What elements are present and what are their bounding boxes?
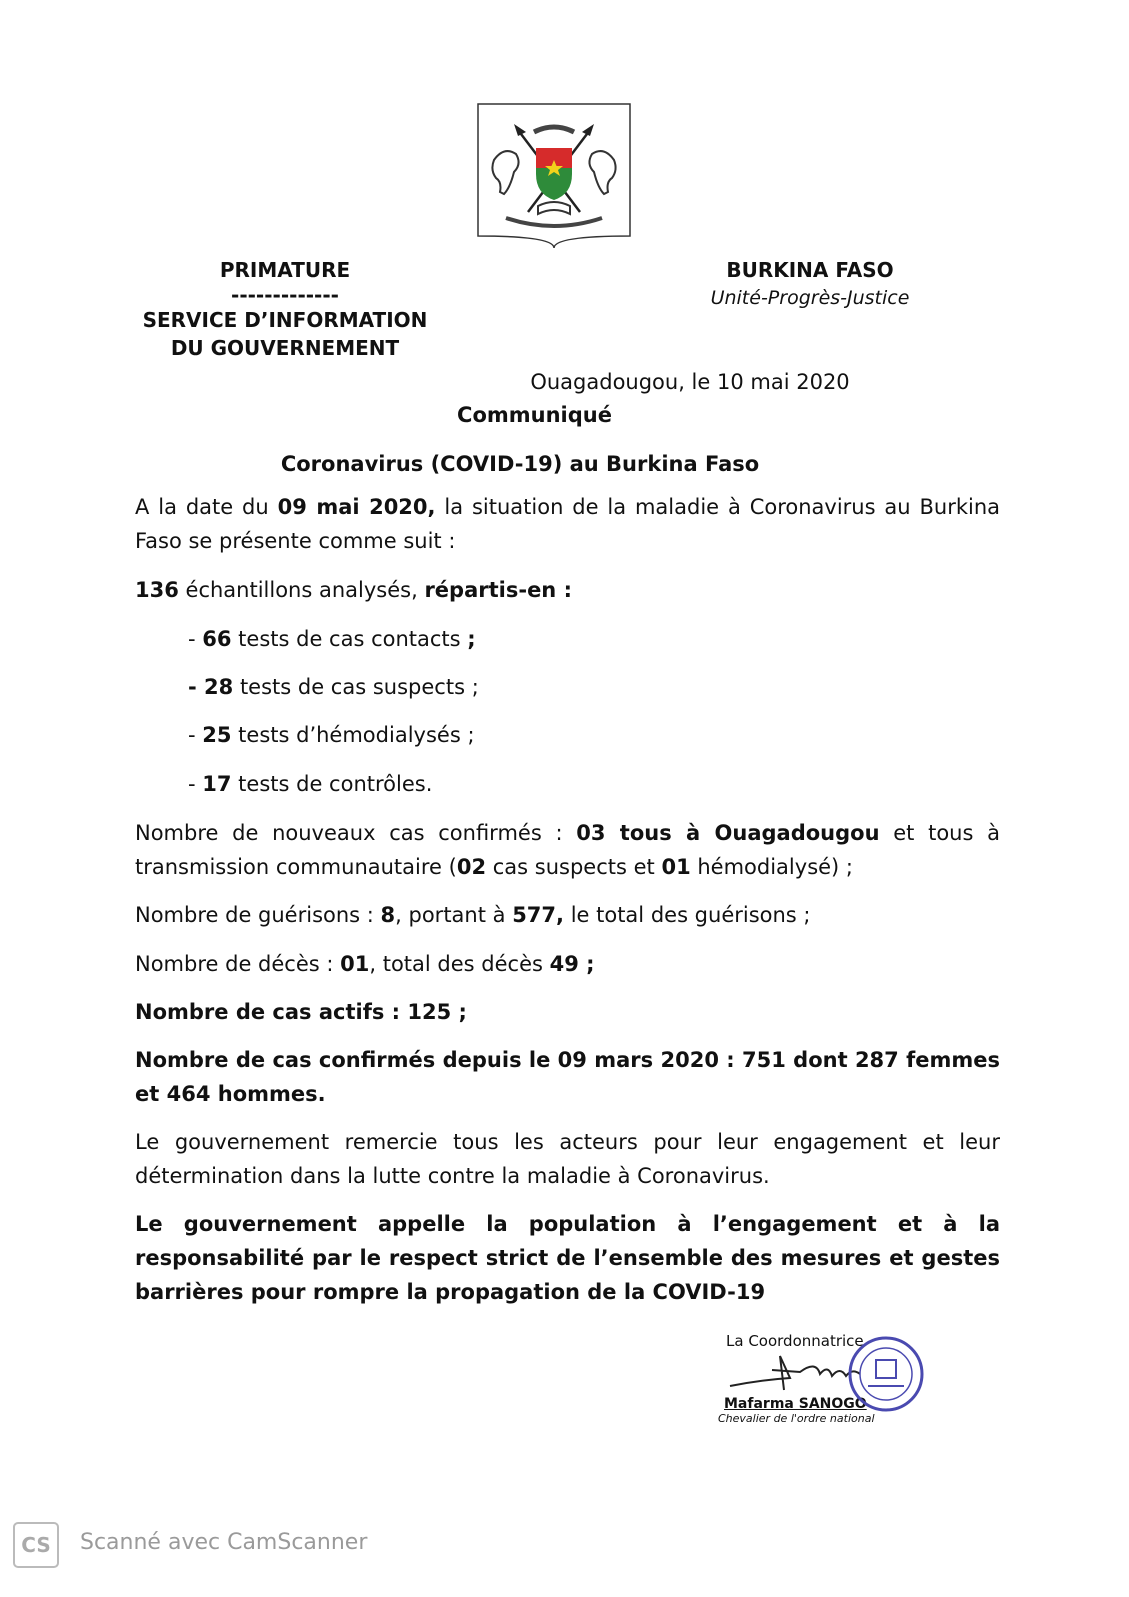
list-item: - 66 tests de cas contacts ; xyxy=(188,627,476,651)
recoveries-line: Nombre de guérisons : 8, portant à 577, le total des guérisons ; xyxy=(135,903,811,927)
appeal-paragraph: Le gouvernement appelle la population à l’engagement et à la responsabilité par le respect strict de l’ensemble des mesures et gestes barrières pour rompre la propagation de la COVID-19 xyxy=(135,1212,1000,1304)
list-item: - 25 tests d’hémodialysés ; xyxy=(188,723,475,747)
samples-count: 136 xyxy=(135,578,179,602)
coat-of-arms-icon xyxy=(476,102,632,248)
signature-block xyxy=(700,1332,990,1425)
country-name: BURKINA FASO xyxy=(726,258,894,282)
list-item: - 28 tests de cas suspects ; xyxy=(188,675,479,699)
deaths-line: Nombre de décès : 01, total des décès 49 ; xyxy=(135,952,595,976)
document-type: Communiqué xyxy=(457,403,612,427)
signatory-distinction: Chevalier de l'ordre national xyxy=(718,1412,875,1425)
signatory-name: Mafarma SANOGO xyxy=(724,1396,867,1412)
active-cases-line: Nombre de cas actifs : 125 ; xyxy=(135,1000,467,1024)
official-stamp-icon xyxy=(846,1334,926,1414)
samples-line: 136 échantillons analysés, répartis-en : xyxy=(135,578,572,602)
signatory-title: La Coordonnatrice xyxy=(726,1332,864,1350)
country-motto: Unité-Progrès-Justice xyxy=(710,287,910,309)
new-cases-paragraph: Nombre de nouveaux cas confirmés : 03 tous à Ouagadougou et tous à transmission communautaire (02 cas suspects et 01 hémodialysé) ; xyxy=(135,821,1000,879)
issuer-divider: ------------- xyxy=(231,283,339,307)
confirmed-total-paragraph: Nombre de cas confirmés depuis le 09 mars 2020 : 751 dont 287 femmes et 464 hommes. xyxy=(135,1048,1000,1106)
issuer-gouvernement: DU GOUVERNEMENT xyxy=(170,336,400,360)
intro-paragraph: A la date du 09 mai 2020, la situation de la maladie à Coronavirus au Burkina Faso se présente comme suit : xyxy=(135,495,1001,553)
list-item: - 17 tests de contrôles. xyxy=(188,772,433,796)
country-block xyxy=(660,256,960,312)
issuer-primature: PRIMATURE xyxy=(219,258,351,282)
thanks-paragraph: Le gouvernement remercie tous les acteurs pour leur engagement et leur détermination dans la lutte contre la maladie à Coronavirus. xyxy=(135,1130,1000,1188)
report-date: 09 mai 2020, xyxy=(277,495,436,519)
document-subject: Coronavirus (COVID-19) au Burkina Faso xyxy=(280,452,760,476)
issuer-service: SERVICE D’INFORMATION xyxy=(142,308,428,332)
date-line: Ouagadougou, le 10 mai 2020 xyxy=(530,370,850,394)
scanner-footer xyxy=(0,1518,420,1568)
camscanner-logo-icon: CS xyxy=(13,1522,59,1568)
scanner-caption: Scanné avec CamScanner xyxy=(80,1530,368,1555)
issuer-block xyxy=(120,256,450,362)
